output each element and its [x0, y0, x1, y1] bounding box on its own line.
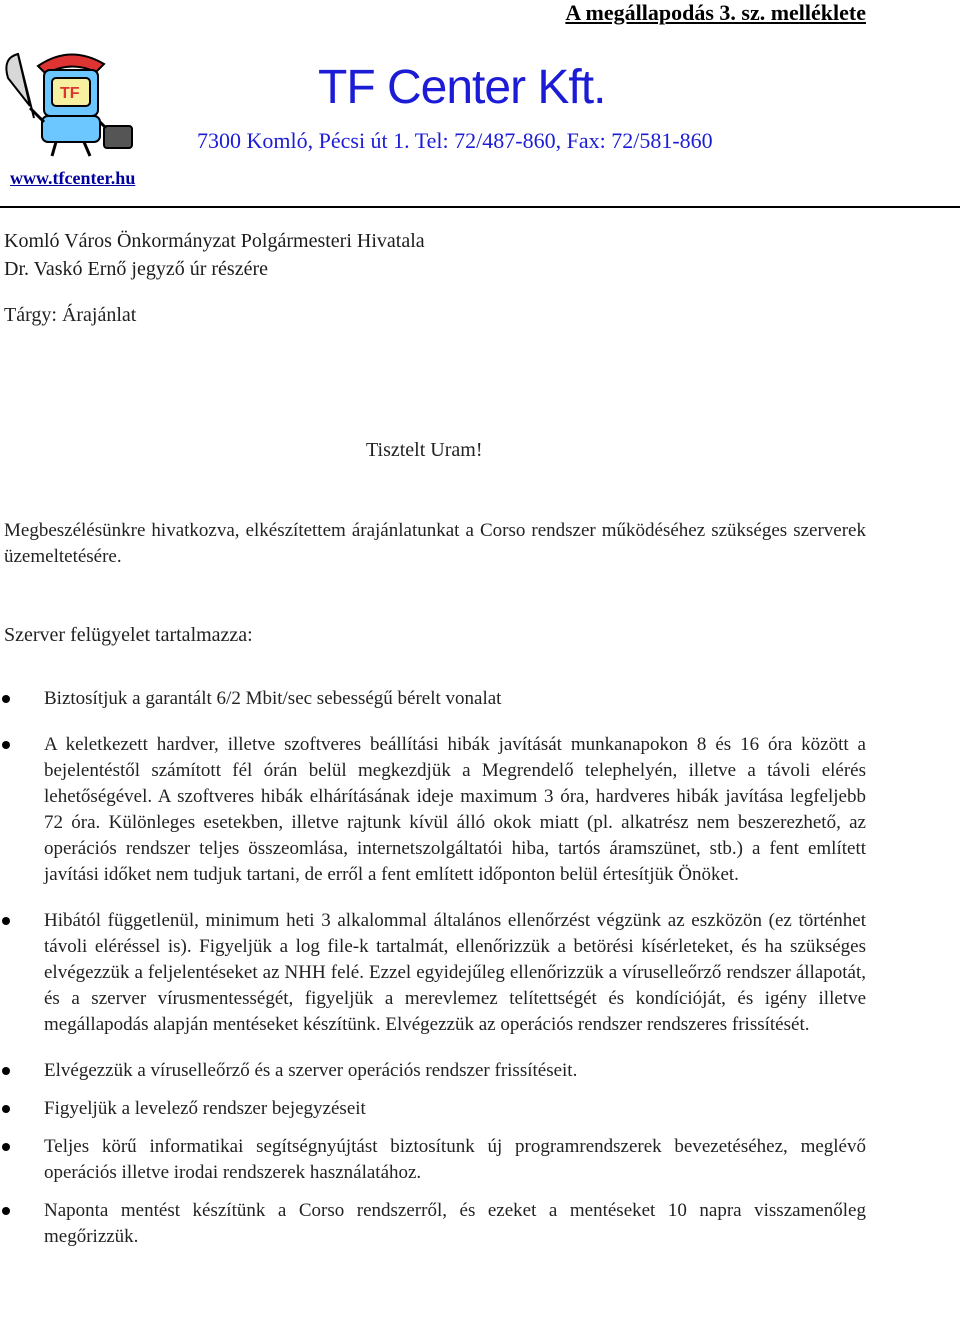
company-address: 7300 Komló, Pécsi út 1. Tel: 72/487-860, Fax: 72/581-860	[197, 128, 713, 153]
bullet-icon	[2, 1067, 10, 1075]
list-item	[0, 732, 866, 888]
list-item-text: Hibától függetlenül, minimum heti 3 alkalommal általános ellenőrzést végzünk az eszközön (ez történhet távoli eléréssel is). Figyeljük a log file-k tartalmát, ellenőrizzük a betörési kísérleteket, és ha szükséges elvégezzük a feljelentéseket az NHH felé. Ezzel egyidejűleg ellenőrizzük a víruselleőrző rendszer állapotát, és a szerver vírusmentességét, figyeljük a merevlemez telítettségét és kondícióját, és igény illetve megállapodás alapján mentéseket készítünk. Elvégezzük az operációs rendszer rendszeres frissítését.	[44, 910, 866, 1035]
bullet-icon	[2, 695, 10, 703]
bullet-icon	[2, 1143, 10, 1151]
list-item	[0, 908, 866, 1038]
list-item-text: Figyeljük a levelező rendszer bejegyzéseit	[44, 1098, 366, 1119]
list-item	[0, 1058, 866, 1084]
list-item-text: Teljes körű informatikai segítségnyújtást biztosítunk új programrendszerek bevezetéséhez, meglévő operációs illetve irodai rendszerek használatához.	[44, 1136, 866, 1183]
list-item-text: Biztosítjuk a garantált 6/2 Mbit/sec sebességű bérelt vonalat	[44, 688, 502, 709]
website-link[interactable]: www.tfcenter.hu	[10, 168, 136, 188]
bullet-icon	[2, 917, 10, 925]
list-item	[0, 686, 866, 712]
subject-line: Tárgy: Árajánlat	[4, 304, 137, 326]
list-item	[0, 1134, 866, 1186]
header-divider	[0, 206, 960, 208]
list-item-text: A keletkezett hardver, illetve szoftveres beállítási hibák javítását munkanapokon 8 és 16 óra között a bejelentéstől számított fél órán belül megkezdjük a Megrendelő telephelyén, illetve a távoli elérés lehetőségével. A szoftveres hibák elhárításának ideje maximum 3 óra, hardveres hibák javítása legfeljebb 72 óra. Különleges esetekben, illetve rajtunk kívül álló okok miatt (pl. alkatrész nem beszerezhető, az operációs rendszer teljes összeomlása, internetszolgáltatói hiba, tartós áramszünet, stb.) a fent említett javítási időket nem tudjuk tartani, de erről a fent említett időponton belül értesítjük Önöket.	[44, 734, 866, 885]
list-item	[0, 1198, 866, 1250]
salutation: Tisztelt Uram!	[366, 439, 483, 461]
bullet-icon	[2, 1207, 10, 1215]
company-name: TF Center Kft.	[318, 61, 606, 114]
annex-title: A megállapodás 3. sz. melléklete	[565, 0, 866, 25]
list-item	[0, 1096, 866, 1122]
section-title: Szerver felügyelet tartalmazza:	[4, 624, 253, 646]
logo-text: TF	[60, 85, 80, 102]
list-item-text: Naponta mentést készítünk a Corso rendszerről, és ezeket a mentéseket 10 napra visszamenőleg megőrizzük.	[44, 1200, 866, 1247]
list-item-text: Elvégezzük a víruselleőrző és a szerver operációs rendszer frissítéseit.	[44, 1060, 578, 1081]
recipient-line-2: Dr. Vaskó Ernő jegyző úr részére	[4, 258, 268, 280]
tf-mascot-computer-icon	[0, 48, 150, 160]
intro-paragraph: Megbeszélésünkre hivatkozva, elkészítettem árajánlatunkat a Corso rendszer működéséhez szükséges szerverek üzemeltetésére.	[4, 520, 866, 567]
bullet-icon	[2, 741, 10, 749]
recipient-line-1: Komló Város Önkormányzat Polgármesteri Hivatala	[4, 230, 425, 252]
service-list	[0, 686, 866, 1250]
bullet-icon	[2, 1105, 10, 1113]
